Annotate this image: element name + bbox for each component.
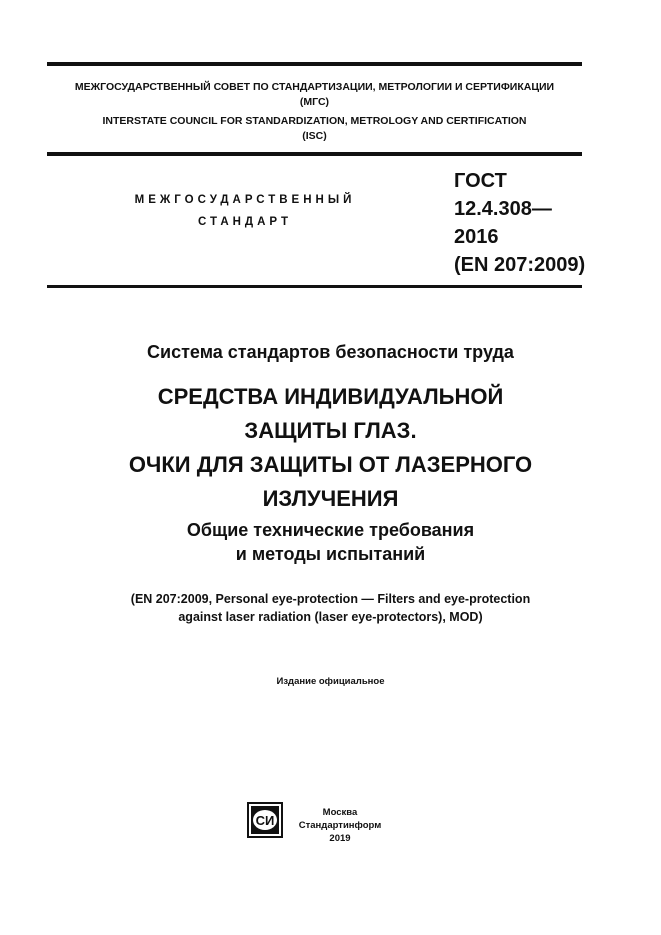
designation-line3: 2016 <box>454 226 499 248</box>
logo-text: СИ <box>255 813 275 828</box>
designation-line2: 12.4.308— <box>454 198 552 220</box>
main-title-line4: ИЗЛУЧЕНИЯ <box>262 486 399 511</box>
publisher-name: Стандартинформ <box>298 820 382 831</box>
top-rule <box>47 62 582 66</box>
subtitle-line1: Общие технические требования <box>186 520 475 540</box>
main-title-line3: ОЧКИ ДЛЯ ЗАЩИТЫ ОТ ЛАЗЕРНОГО <box>128 452 533 477</box>
edition-label: Издание официальное <box>276 676 385 687</box>
header-rule <box>47 285 582 288</box>
designation-line1: ГОСТ <box>454 170 507 192</box>
en-reference-line1: (EN 207:2009, Personal eye-protection — Filters and eye-protection <box>130 592 531 606</box>
main-title-line1: СРЕДСТВА ИНДИВИДУАЛЬНОЙ <box>157 384 504 409</box>
standard-label-line2: СТАНДАРТ <box>198 216 292 228</box>
designation-line4: (EN 207:2009) <box>454 254 586 276</box>
designation <box>454 167 614 279</box>
council-abbr-ru: (МГС) <box>299 96 330 108</box>
council-name-ru: МЕЖГОСУДАРСТВЕННЫЙ СОВЕТ ПО СТАНДАРТИЗАЦИИ, МЕТРОЛОГИИ И СЕРТИФИКАЦИИ <box>74 81 555 93</box>
subtitle-line2: и методы испытаний <box>235 544 426 564</box>
council-name-en: INTERSTATE COUNCIL FOR STANDARDIZATION, METROLOGY AND CERTIFICATION <box>102 115 527 127</box>
council-block <box>47 80 582 144</box>
publisher-logo <box>247 802 283 838</box>
en-reference-line2: against laser radiation (laser eye-protectors), MOD) <box>178 610 483 624</box>
main-title-line2: ЗАЩИТЫ ГЛАЗ. <box>244 418 417 443</box>
council-rule <box>47 152 582 156</box>
en-reference <box>20 590 641 626</box>
main-title <box>20 380 641 516</box>
standard-label <box>100 189 390 233</box>
system-title: Система стандартов безопасности труда <box>147 342 514 362</box>
council-abbr-en: (ISC) <box>302 130 327 142</box>
standartinform-logo-icon <box>247 802 283 838</box>
publisher-year: 2019 <box>329 833 351 844</box>
publisher-city: Москва <box>322 807 358 818</box>
publisher-block <box>290 806 390 845</box>
standard-label-line1: МЕЖГОСУДАРСТВЕННЫЙ <box>134 194 356 206</box>
subtitle <box>20 518 641 566</box>
